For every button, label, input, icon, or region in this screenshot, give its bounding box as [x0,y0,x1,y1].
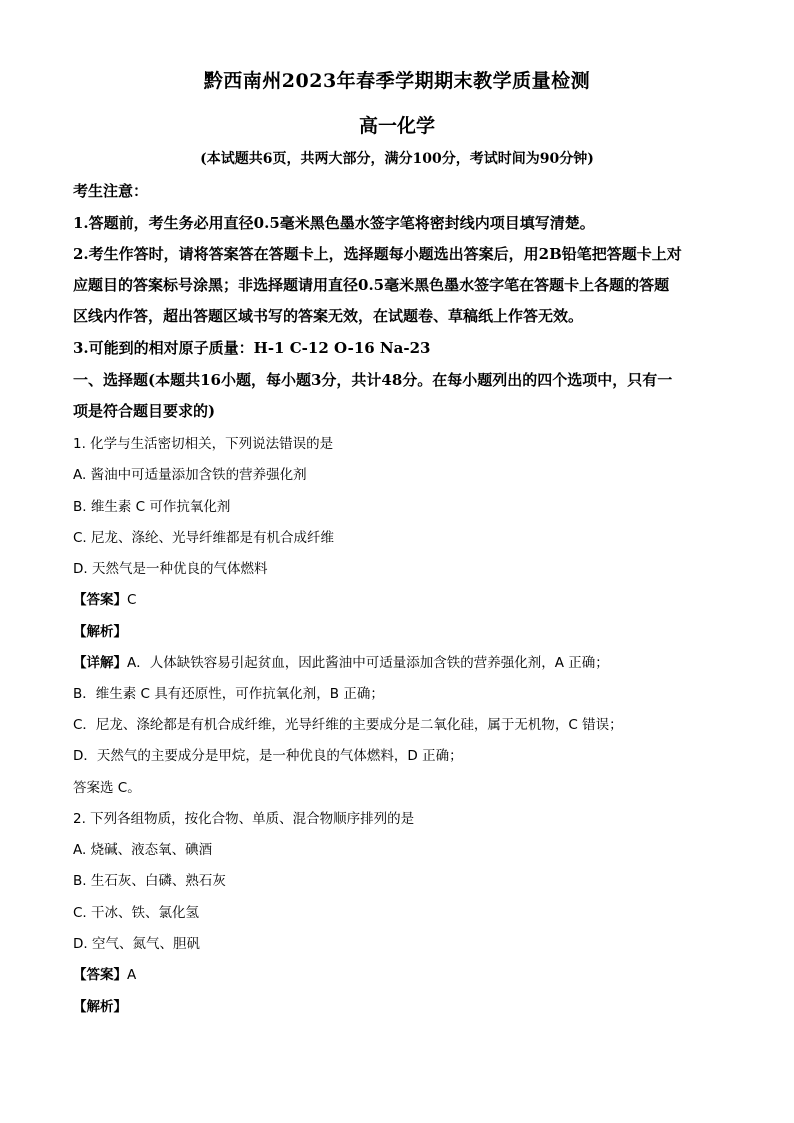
section-heading-line-2: 项是符合题目要求的) [73,402,216,420]
q2-option-c: C. 干冰、铁、氯化氢 [73,905,200,921]
q1-analysis-tag: 【解析】 [73,624,127,640]
q2-option-a: A. 烧碱、液态氧、碘酒 [73,842,213,858]
q1-conclusion: 答案选 C。 [73,780,141,796]
notice-item-3: 3.可能到的相对原子质量：H-1 C-12 O-16 Na-23 [73,339,431,357]
notice-item-2-line-1: 2.考生作答时，请将答案答在答题卡上，选择题每小题选出答案后，用2B铅笔把答题卡上对 [73,245,682,263]
q1-detail-d: D．天然气的主要成分是甲烷，是一种优良的气体燃料，D 正确； [73,748,463,764]
q1-option-c: C. 尼龙、涤纶、光导纤维都是有机合成纤维 [73,530,335,546]
q1-detail-a-text: A．人体缺铁容易引起贫血，因此酱油中可适量添加含铁的营养强化剂，A 正确； [127,655,609,671]
notice-heading: 考生注意： [73,182,149,200]
q1-detail-c: C．尼龙、涤纶都是有机合成纤维，光导纤维的主要成分是二氧化硅，属于无机物，C 错误； [73,717,623,733]
q1-option-a: A. 酱油中可适量添加含铁的营养强化剂 [73,467,307,483]
q2-stem: 2. 下列各组物质，按化合物、单质、混合物顺序排列的是 [73,811,415,827]
section-heading-line-1: 一、选择题(本题共16小题，每小题3分，共计48分。在每小题列出的四个选项中，只有一 [73,371,673,389]
notice-item-2-line-2: 应题目的答案标号涂黑；非选择题请用直径0.5毫米黑色墨水签字笔在答题卡上各题的答题 [73,276,670,294]
q2-analysis-tag: 【解析】 [73,999,127,1015]
q1-detail-b: B．维生素 C 具有还原性，可作抗氧化剂，B 正确； [73,686,384,702]
exam-subject: 高一化学 [358,115,435,137]
q1-answer-tag: 【答案】 [73,592,127,608]
exam-title: 黔西南州2023年春季学期期末教学质量检测 [203,70,591,92]
notice-item-1: 1.答题前，考生务必用直径0.5毫米黑色墨水签字笔将密封线内项目填写清楚。 [73,214,595,232]
notice-item-2-line-3: 区线内作答，超出答题区域书写的答案无效，在试题卷、草稿纸上作答无效。 [73,307,584,325]
q1-answer-value: C [127,592,137,608]
q1-detail-tag: 【详解】 [73,655,127,671]
q2-answer-tag: 【答案】 [73,967,127,983]
q1-option-d: D. 天然气是一种优良的气体燃料 [73,561,268,577]
q2-answer [73,963,136,983]
q1-detail-a [73,651,609,671]
q2-option-d: D. 空气、氮气、胆矾 [73,936,200,952]
q2-option-b: B. 生石灰、白磷、熟石灰 [73,873,226,889]
q1-option-b: B. 维生素 C 可作抗氧化剂 [73,499,231,515]
q2-answer-value: A [127,967,137,983]
q1-answer [73,588,136,608]
exam-subtitle: (本试题共6页，共两大部分，满分100分，考试时间为90分钟) [200,151,594,167]
q1-stem: 1. 化学与生活密切相关，下列说法错误的是 [73,436,334,452]
